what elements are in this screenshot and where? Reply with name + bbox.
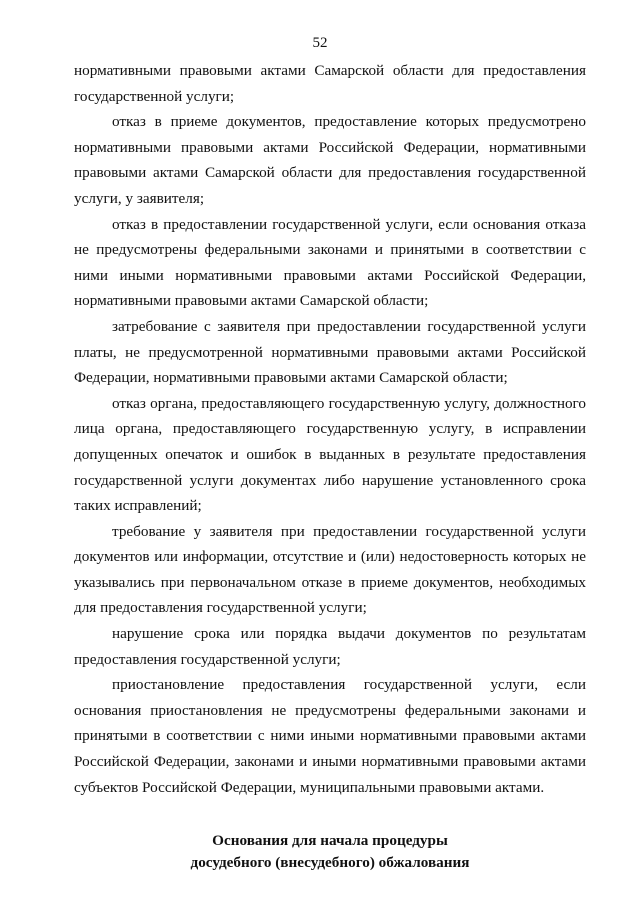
paragraph-fee-demand: затребование с заявителя при предоставлении государственной услуги платы, не предусмотренной нормативными правовыми актами Российской Федерации, нормативными правовыми актами Самарской области; xyxy=(74,317,586,387)
section-heading xyxy=(74,830,586,874)
section-heading-line-2: досудебного (внесудебного) обжалования xyxy=(190,854,470,871)
paragraph-service-refusal: отказ в предоставлении государственной услуги, если основания отказа не предусмотрены федеральными законами и принятыми в соответствии с ними иными нормативными правовыми актами Российской Федерации, нормативными правовыми актами Самарской области; xyxy=(74,215,586,310)
paragraph-correction-refusal: отказ органа, предоставляющего государственную услугу, должностного лица органа, предоставляющего государственную услугу, в исправлении допущенных опечаток и ошибок в выданных в результате предоставления государственной услуги документах либо нарушение установленного срока таких исправлений; xyxy=(74,394,586,515)
paragraph-issuance-violation: нарушение срока или порядка выдачи документов по результатам предоставления государственной услуги; xyxy=(74,625,586,668)
section-heading-line-1: Основания для начала процедуры xyxy=(212,832,448,849)
paragraph-continuation: нормативными правовыми актами Самарской области для предоставления государственной услуги; xyxy=(74,62,586,105)
document-body xyxy=(74,58,586,800)
paragraph-document-refusal: отказ в приеме документов, предоставление которых предусмотрено нормативными правовыми актами Российской Федерации, нормативными правовыми актами Самарской области для предоставления государственной услуги, у заявителя; xyxy=(74,113,586,207)
page-number: 52 xyxy=(312,35,328,51)
paragraph-suspension: приостановление предоставления государственной услуги, если основания приостановления не предусмотрены федеральными законами и принятыми в соответствии с ними иными нормативными правовыми актами Российской Федерации, законами и иными нормативными правовыми актами субъектов Российской Федерации, муниципальными правовыми актами. xyxy=(74,676,586,796)
paragraph-document-requirement: требование у заявителя при предоставлении государственной услуги документов или информации, отсутствие и (или) недостоверность которых не указывались при первоначальном отказе в приеме документов, необходимых для предоставления государственной услуги; xyxy=(74,522,586,617)
